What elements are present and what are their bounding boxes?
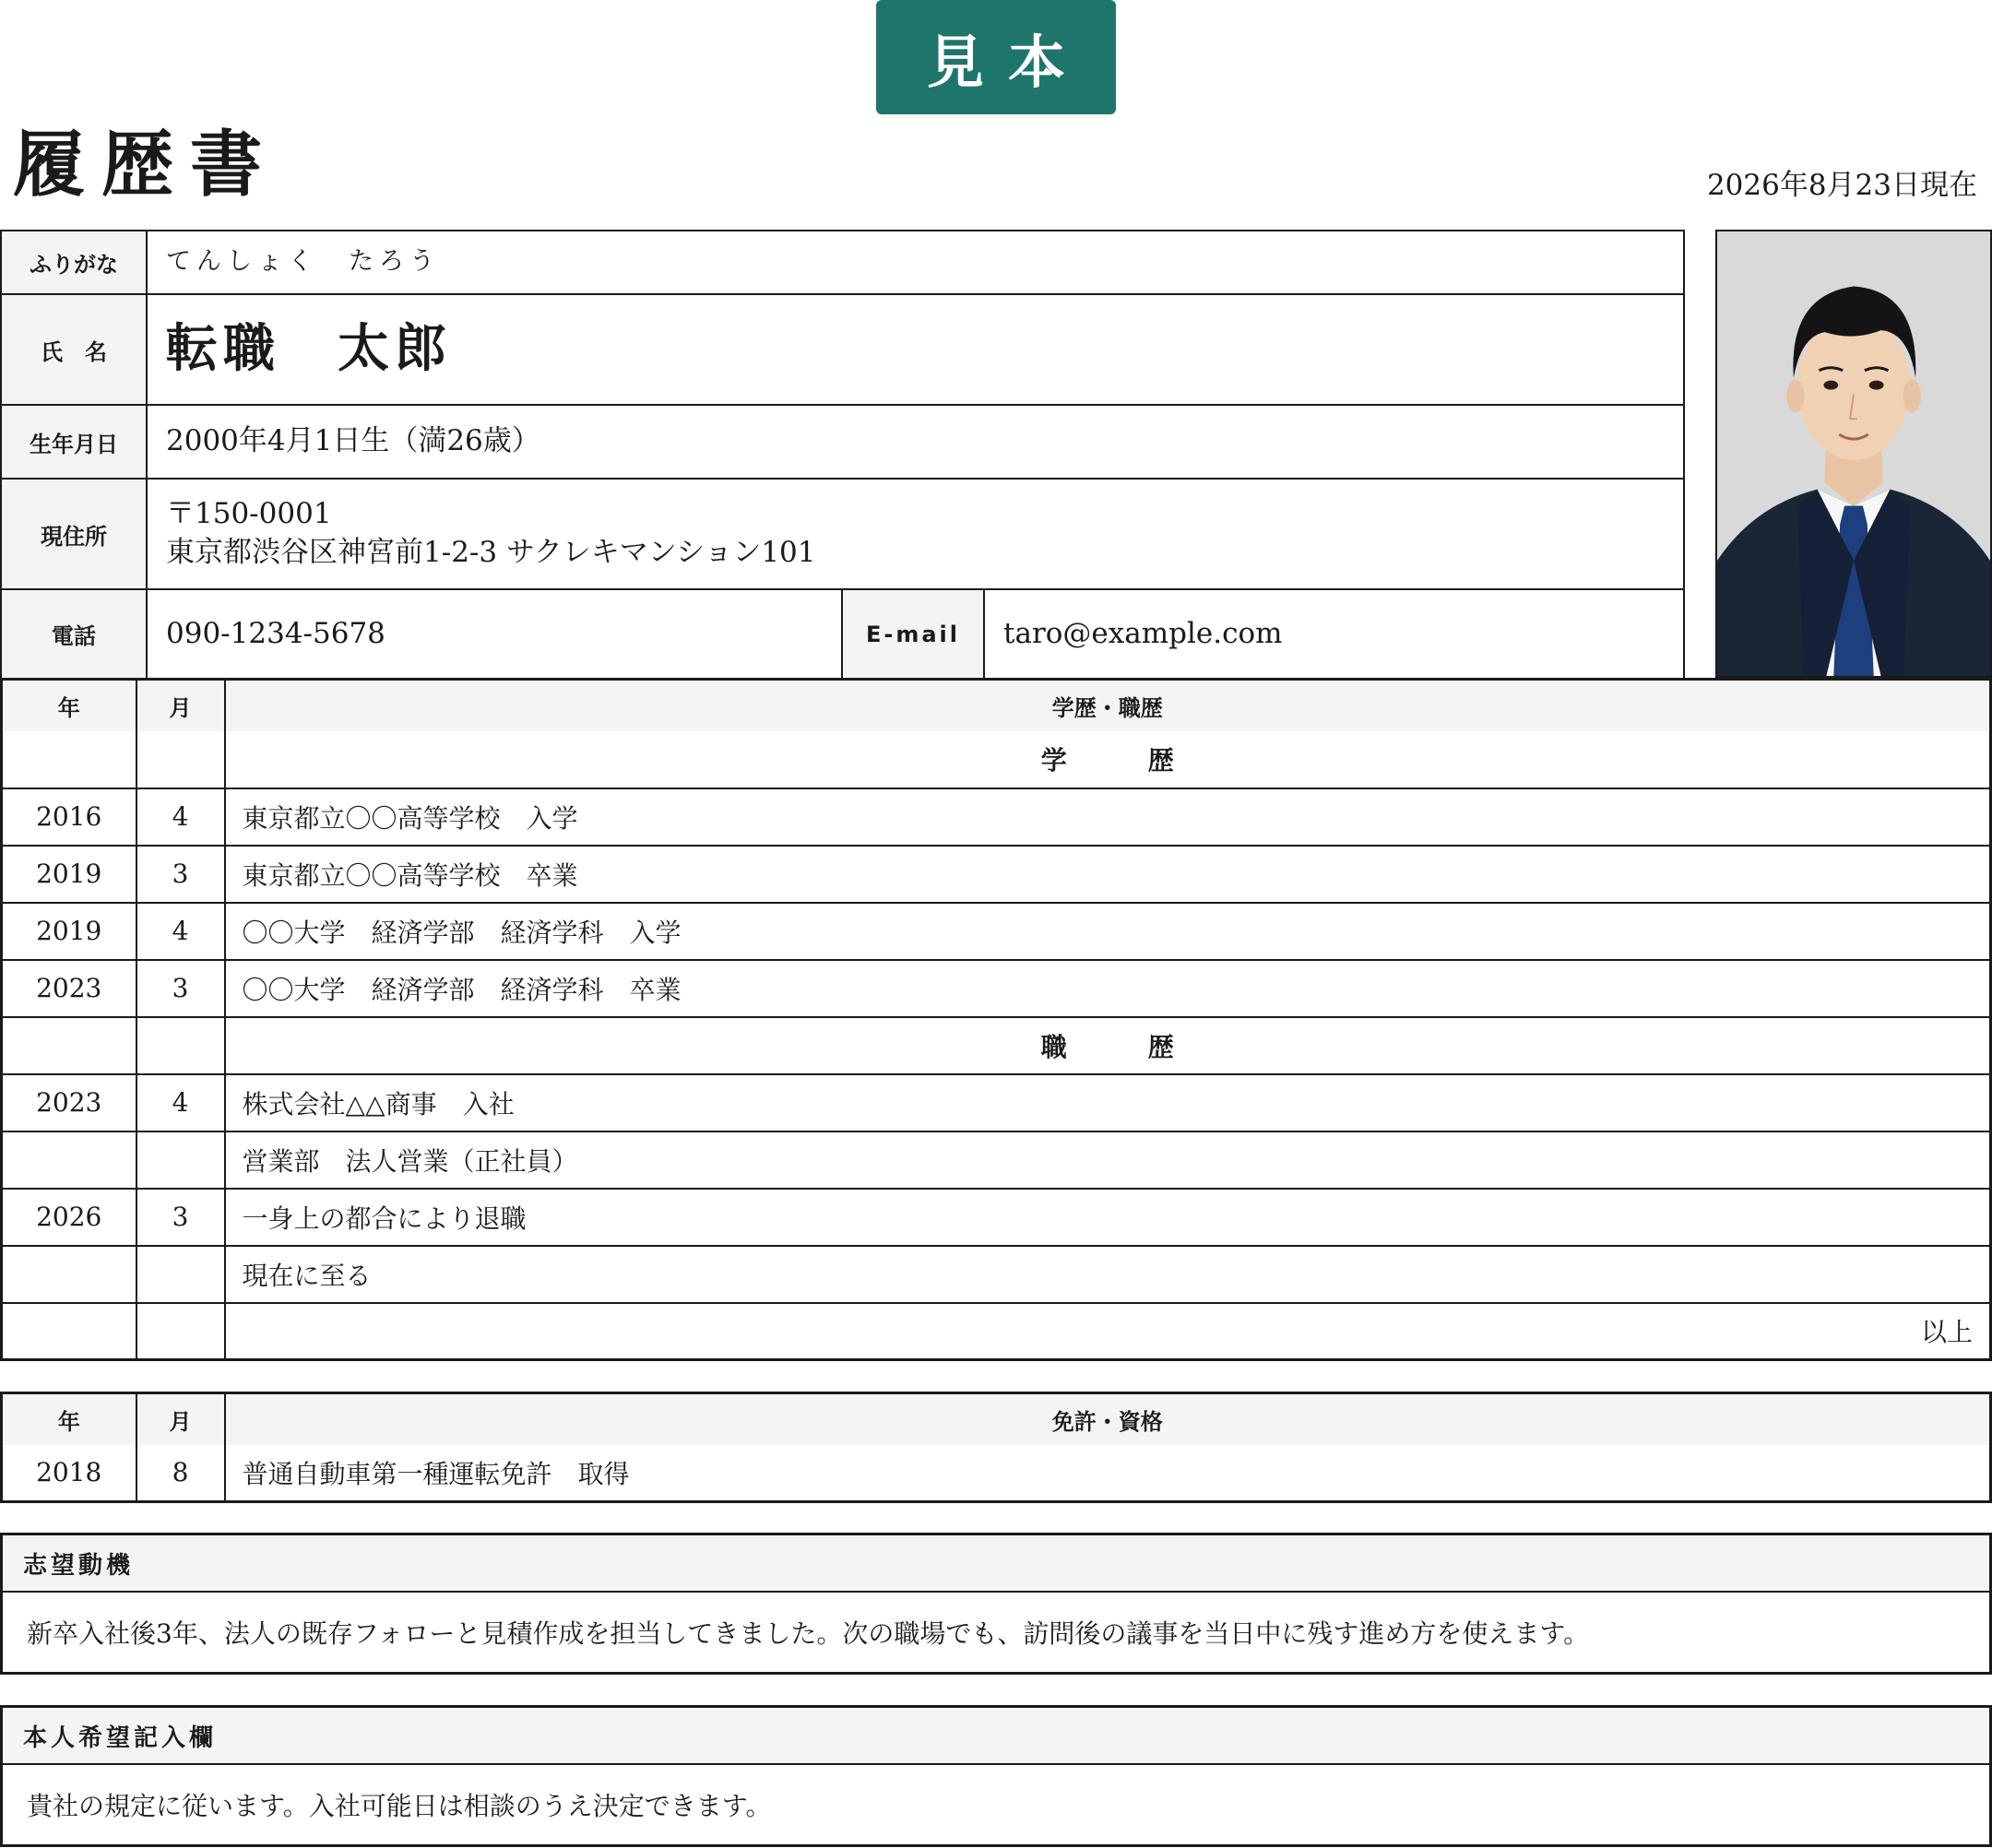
- email-label: E-mail: [842, 589, 984, 679]
- phone-label: 電話: [1, 589, 147, 679]
- col-month-header: 月: [136, 680, 225, 731]
- address-label: 現住所: [1, 479, 147, 589]
- table-row: [2, 1074, 1991, 1131]
- table-row: [2, 731, 1991, 788]
- sample-badge: 見本: [876, 0, 1116, 114]
- portrait-illustration: [1717, 231, 1990, 676]
- col-month-header: 月: [136, 1393, 225, 1445]
- row-year: 2016: [2, 788, 136, 846]
- row-content: 一身上の都合により退職: [225, 1189, 1991, 1246]
- row-year: 2019: [2, 903, 136, 960]
- row-month: 4: [136, 788, 225, 846]
- row-content: 〇〇大学 経済学部 経済学科 入学: [225, 903, 1991, 960]
- motivation-section: [0, 1533, 1992, 1675]
- row-year: 2023: [2, 1074, 136, 1131]
- requests-label: 本人希望記入欄: [3, 1708, 1989, 1765]
- birth-label: 生年月日: [1, 405, 147, 479]
- postal-code: 〒150-0001: [166, 497, 332, 531]
- furigana-value: てんしょく たろう: [147, 231, 1684, 294]
- table-row: [2, 1303, 1991, 1360]
- education-heading: 学 歴: [225, 731, 1991, 788]
- row-year: 2019: [2, 846, 136, 903]
- requests-section: [0, 1705, 1992, 1847]
- page-title: 履歴書: [13, 123, 279, 207]
- table-row: [2, 1246, 1991, 1303]
- col-content-header: 学歴・職歴: [225, 680, 1991, 731]
- table-row: [2, 903, 1991, 960]
- furigana-label: ふりがな: [1, 231, 147, 294]
- table-row: [2, 788, 1991, 846]
- col-content-header: 免許・資格: [225, 1393, 1991, 1445]
- row-content: 営業部 法人営業（正社員）: [225, 1131, 1991, 1189]
- row-year: 2023: [2, 960, 136, 1017]
- row-month: [136, 1131, 225, 1189]
- table-row: [2, 1017, 1991, 1074]
- row-year: 2026: [2, 1189, 136, 1246]
- row-content: 〇〇大学 経済学部 経済学科 卒業: [225, 960, 1991, 1017]
- address-line: 東京都渋谷区神宮前1-2-3 サクレキマンション101: [166, 536, 816, 569]
- table-row: [2, 1189, 1991, 1246]
- career-heading: 職 歴: [225, 1017, 1991, 1074]
- phone-value: 090-1234-5678: [147, 589, 842, 679]
- table-row: [2, 1131, 1991, 1189]
- row-month: 3: [136, 1189, 225, 1246]
- row-month: [136, 1246, 225, 1303]
- row-month: 3: [136, 960, 225, 1017]
- row-content: 現在に至る: [225, 1246, 1991, 1303]
- motivation-label: 志望動機: [3, 1535, 1989, 1593]
- birth-value: 2000年4月1日生（満26歳）: [147, 405, 1684, 479]
- row-month: 4: [136, 903, 225, 960]
- motivation-text: 新卒入社後3年、法人の既存フォローと見積作成を担当してきました。次の職場でも、訪問後の議事を当日中に残す進め方を使えます。: [27, 1618, 1590, 1649]
- education-career-table: [0, 678, 1992, 1361]
- row-month: 8: [136, 1445, 225, 1502]
- name-value: 転職 太郎: [147, 294, 1684, 405]
- row-content: 普通自動車第一種運転免許 取得: [242, 1458, 630, 1489]
- row-content: 東京都立〇〇高等学校 卒業: [225, 846, 1991, 903]
- row-year: [2, 1246, 136, 1303]
- licenses-table: [0, 1392, 1992, 1503]
- table-row: [2, 1445, 1991, 1502]
- email-value: taro@example.com: [984, 589, 1684, 679]
- profile-table: [0, 230, 1685, 680]
- col-year-header: 年: [2, 680, 136, 731]
- table-row: [2, 960, 1991, 1017]
- row-month: 4: [136, 1074, 225, 1131]
- row-content: 東京都立〇〇高等学校 入学: [225, 788, 1991, 846]
- as-of-date: 2026年8月23日現在: [1706, 169, 1977, 202]
- end-marker: 以上: [1920, 1317, 1973, 1348]
- row-content: 株式会社△△商事 入社: [225, 1074, 1991, 1131]
- id-photo: [1715, 230, 1992, 678]
- address-value: [147, 479, 1684, 589]
- name-label: 氏 名: [1, 294, 147, 405]
- col-year-header: 年: [2, 1393, 136, 1445]
- table-row: [2, 846, 1991, 903]
- row-year: 2018: [2, 1445, 136, 1502]
- row-month: 3: [136, 846, 225, 903]
- row-year: [2, 1131, 136, 1189]
- requests-text: 貴社の規定に従います。入社可能日は相談のうえ決定できます。: [27, 1791, 772, 1821]
